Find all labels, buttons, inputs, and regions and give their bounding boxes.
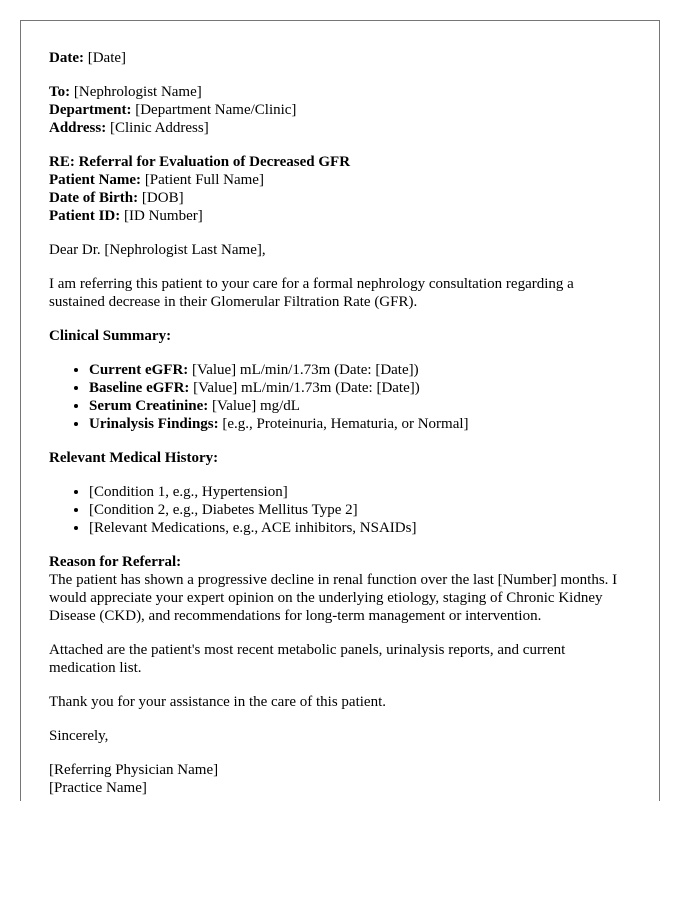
- reference-block: [49, 153, 631, 225]
- urinalysis-label: Urinalysis Findings:: [89, 416, 219, 432]
- patient-id-label: Patient ID:: [49, 208, 121, 224]
- current-egfr-label: Current eGFR:: [89, 362, 189, 378]
- patient-id-line: [49, 207, 631, 225]
- medical-history-heading: Relevant Medical History:: [49, 450, 219, 466]
- dob-line: [49, 189, 631, 207]
- patient-name-value: [Patient Full Name]: [141, 172, 264, 188]
- closing: Sincerely,: [49, 728, 109, 744]
- to-label: To:: [49, 84, 71, 100]
- list-item: • [Relevant Medications, e.g., ACE inhibitors, NSAIDs]: [89, 519, 631, 537]
- practice-name: [Practice Name]: [49, 780, 147, 796]
- current-egfr-value: [Value] mL/min/1.73m (Date: [Date]): [188, 362, 419, 378]
- patient-name-label: Patient Name:: [49, 172, 142, 188]
- reason-heading: Reason for Referral:: [49, 554, 182, 570]
- list-item: • [Condition 1, e.g., Hypertension]: [89, 483, 631, 501]
- dob-value: [DOB]: [138, 190, 184, 206]
- address-label: Address:: [49, 120, 107, 136]
- patient-name-line: [49, 171, 631, 189]
- baseline-egfr-label: Baseline eGFR:: [89, 380, 190, 396]
- list-item: [89, 361, 631, 379]
- intro-paragraph: I am referring this patient to your care for a formal nephrology consultation regarding a sustained decrease in their Glomerular Filtration Rate (GFR).: [49, 276, 574, 310]
- letter-content: [21, 21, 659, 797]
- baseline-egfr-value: [Value] mL/min/1.73m (Date: [Date]): [189, 380, 420, 396]
- letter-page: [20, 20, 660, 801]
- patient-id-value: [ID Number]: [120, 208, 203, 224]
- address-line: [49, 119, 631, 137]
- physician-name: [Referring Physician Name]: [49, 762, 219, 778]
- serum-creatinine-label: Serum Creatinine:: [89, 398, 209, 414]
- date-block: [49, 49, 631, 67]
- clinical-summary-list: [49, 361, 631, 433]
- department-label: Department:: [49, 102, 132, 118]
- address-value: [Clinic Address]: [106, 120, 209, 136]
- to-line: [49, 83, 631, 101]
- salutation: Dear Dr. [Nephrologist Last Name],: [49, 242, 266, 258]
- recipient-block: [49, 83, 631, 137]
- list-item: • [Condition 2, e.g., Diabetes Mellitus Type 2]: [89, 501, 631, 519]
- signature-block: [49, 761, 631, 797]
- date-value: [Date]: [83, 50, 127, 66]
- list-item: [89, 415, 631, 433]
- urinalysis-value: [e.g., Proteinuria, Hematuria, or Normal]: [218, 416, 469, 432]
- attachments-paragraph: Attached are the patient's most recent metabolic panels, urinalysis reports, and current medication list.: [49, 642, 566, 676]
- list-item: [89, 379, 631, 397]
- department-line: [49, 101, 631, 119]
- dob-label: Date of Birth:: [49, 190, 139, 206]
- medical-history-list: [49, 483, 631, 537]
- reason-paragraph: The patient has shown a progressive decline in renal function over the last [Number] months. I would appreciate your expert opinion on the underlying etiology, staging of Chronic Kidney Disease (CKD), and recommendations for long-term management or intervention.: [49, 572, 618, 624]
- department-value: [Department Name/Clinic]: [131, 102, 297, 118]
- thanks-paragraph: Thank you for your assistance in the care of this patient.: [49, 694, 386, 710]
- to-value: [Nephrologist Name]: [70, 84, 202, 100]
- clinical-summary-heading: Clinical Summary:: [49, 328, 172, 344]
- date-line: [49, 49, 631, 67]
- list-item: [89, 397, 631, 415]
- serum-creatinine-value: [Value] mg/dL: [208, 398, 300, 414]
- date-label: Date:: [49, 50, 84, 66]
- re-line: RE: Referral for Evaluation of Decreased GFR: [49, 154, 351, 170]
